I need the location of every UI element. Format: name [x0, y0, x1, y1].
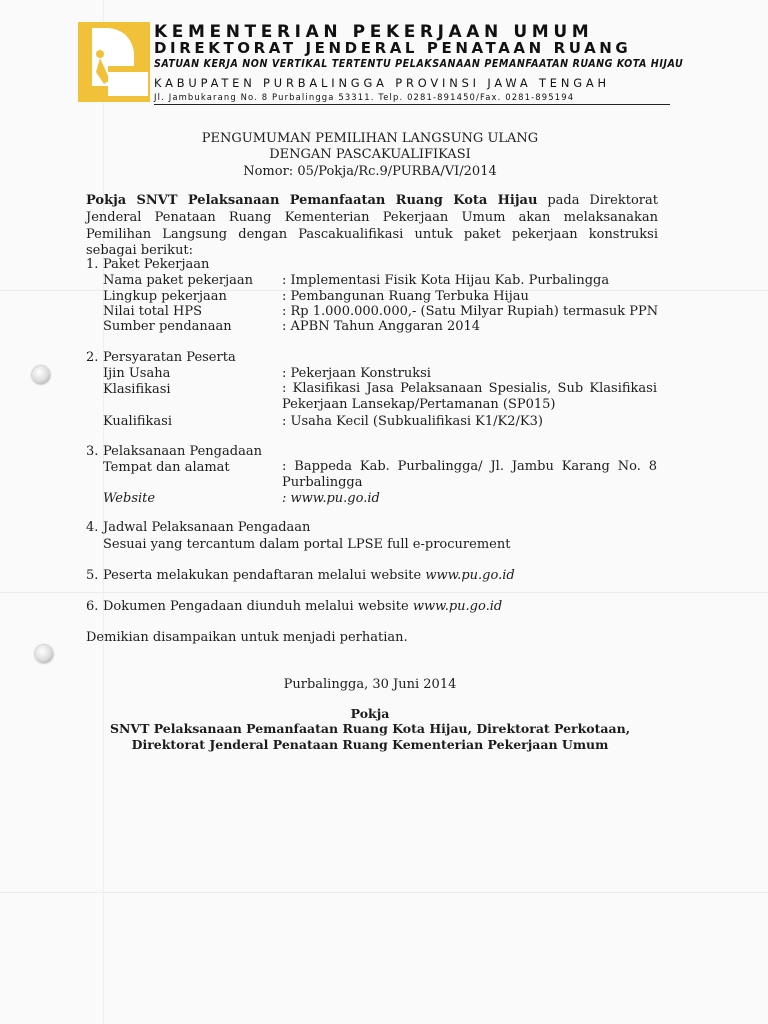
field-value: : Usaha Kecil (Subkualifikasi K1/K2/K3)	[282, 414, 543, 429]
section-number: 3.	[86, 444, 99, 459]
document-number: Nomor: 05/Pokja/Rc.9/PURBA/VI/2014	[243, 164, 497, 179]
closing-sentence: Demikian disampaikan untuk menjadi perhatian.	[86, 630, 408, 645]
field-value: : Rp 1.000.000.000,- (Satu Milyar Rupiah) termasuk PPN	[282, 304, 659, 319]
signatory-title: Pokja	[350, 706, 390, 721]
website-link[interactable]: www.pu.go.id	[425, 568, 515, 583]
field-label: Ijin Usaha	[103, 366, 171, 381]
document-title: PENGUMUMAN PEMILIHAN LANGSUNG ULANG	[201, 131, 539, 146]
regency-name: KABUPATEN PURBALINGGA PROVINSI JAWA TENGAH	[154, 76, 610, 90]
section-number: 1.	[86, 257, 99, 272]
section-detail: Sesuai yang tercantum dalam portal LPSE full e-procurement	[103, 537, 511, 552]
section-heading: Pelaksanaan Pengadaan	[103, 444, 262, 459]
scan-line	[0, 592, 768, 593]
punch-hole	[32, 366, 50, 384]
intro-rest: pada Direktorat Jenderal Penataan Ruang Kementerian Pekerjaan Umum akan melaksanakan Pemilihan Langsung dengan Pascakualifikasi untuk paket pekerjaan konstruksi sebagai berikut:	[86, 193, 658, 259]
field-value: : Klasifikasi Jasa Pelaksanaan Spesialis, Sub Klasifikasi Pekerjaan Lansekap/Pertamanan (SP015)	[282, 381, 657, 412]
ministry-logo	[78, 22, 150, 102]
section-text	[103, 567, 515, 584]
field-label: Nilai total HPS	[103, 304, 203, 319]
section-text-plain: Peserta melakukan pendaftaran melalui website	[103, 568, 426, 583]
work-unit-name: SATUAN KERJA NON VERTIKAL TERTENTU PELAKSANAAN PEMANFAATAN RUANG KOTA HIJAU	[154, 58, 684, 70]
signatory-unit: SNVT Pelaksanaan Pemanfaatan Ruang Kota Hijau, Direktorat Perkotaan,	[109, 721, 631, 736]
field-label: Klasifikasi	[103, 382, 171, 397]
field-value: : Pekerjaan Konstruksi	[282, 366, 431, 381]
field-value: : Bappeda Kab. Purbalingga/ Jl. Jambu Karang No. 8 Purbalingga	[282, 459, 657, 490]
directorate-name: DIREKTORAT JENDERAL PENATAAN RUANG	[154, 39, 632, 57]
field-label: Sumber pendanaan	[103, 319, 232, 334]
section-heading: Persyaratan Peserta	[103, 350, 236, 365]
intro-paragraph	[86, 193, 658, 260]
section-number: 2.	[86, 350, 99, 365]
ministry-name: KEMENTERIAN PEKERJAAN UMUM	[154, 22, 594, 42]
field-value: : APBN Tahun Anggaran 2014	[282, 319, 481, 334]
document-subtitle: DENGAN PASCAKUALIFIKASI	[269, 147, 471, 162]
section-heading: Jadwal Pelaksanaan Pengadaan	[103, 520, 311, 535]
section-number: 4.	[86, 520, 99, 535]
section-text-plain: Dokumen Pengadaan diunduh melalui website	[103, 599, 413, 614]
punch-hole	[35, 645, 53, 663]
website-link[interactable]: : www.pu.go.id	[282, 491, 380, 506]
field-value: : Implementasi Fisik Kota Hijau Kab. Purbalingga	[282, 273, 610, 288]
section-number: 6.	[86, 599, 99, 614]
field-value: : Pembangunan Ruang Terbuka Hijau	[282, 289, 529, 304]
letterhead-rule	[154, 104, 670, 105]
address-line: Jl. Jambukarang No. 8 Purbalingga 53311. Telp. 0281-891450/Fax. 0281-895194	[154, 92, 575, 102]
field-label: Kualifikasi	[103, 414, 172, 429]
signatory-directorate: Direktorat Jenderal Penataan Ruang Kementerian Pekerjaan Umum	[131, 737, 609, 752]
website-link[interactable]: www.pu.go.id	[412, 599, 503, 614]
section-text	[103, 598, 502, 615]
scan-line	[0, 892, 768, 893]
section-number: 5.	[86, 568, 99, 583]
field-label: Nama paket pekerjaan	[103, 273, 254, 288]
place-date: Purbalingga, 30 Juni 2014	[283, 677, 457, 692]
intro-bold: Pokja SNVT Pelaksanaan Pemanfaatan Ruang Kota Hijau	[86, 193, 538, 208]
field-label: Website	[103, 491, 156, 506]
field-label: Tempat dan alamat	[103, 460, 230, 475]
field-label: Lingkup pekerjaan	[103, 289, 227, 304]
section-heading: Paket Pekerjaan	[103, 257, 210, 272]
